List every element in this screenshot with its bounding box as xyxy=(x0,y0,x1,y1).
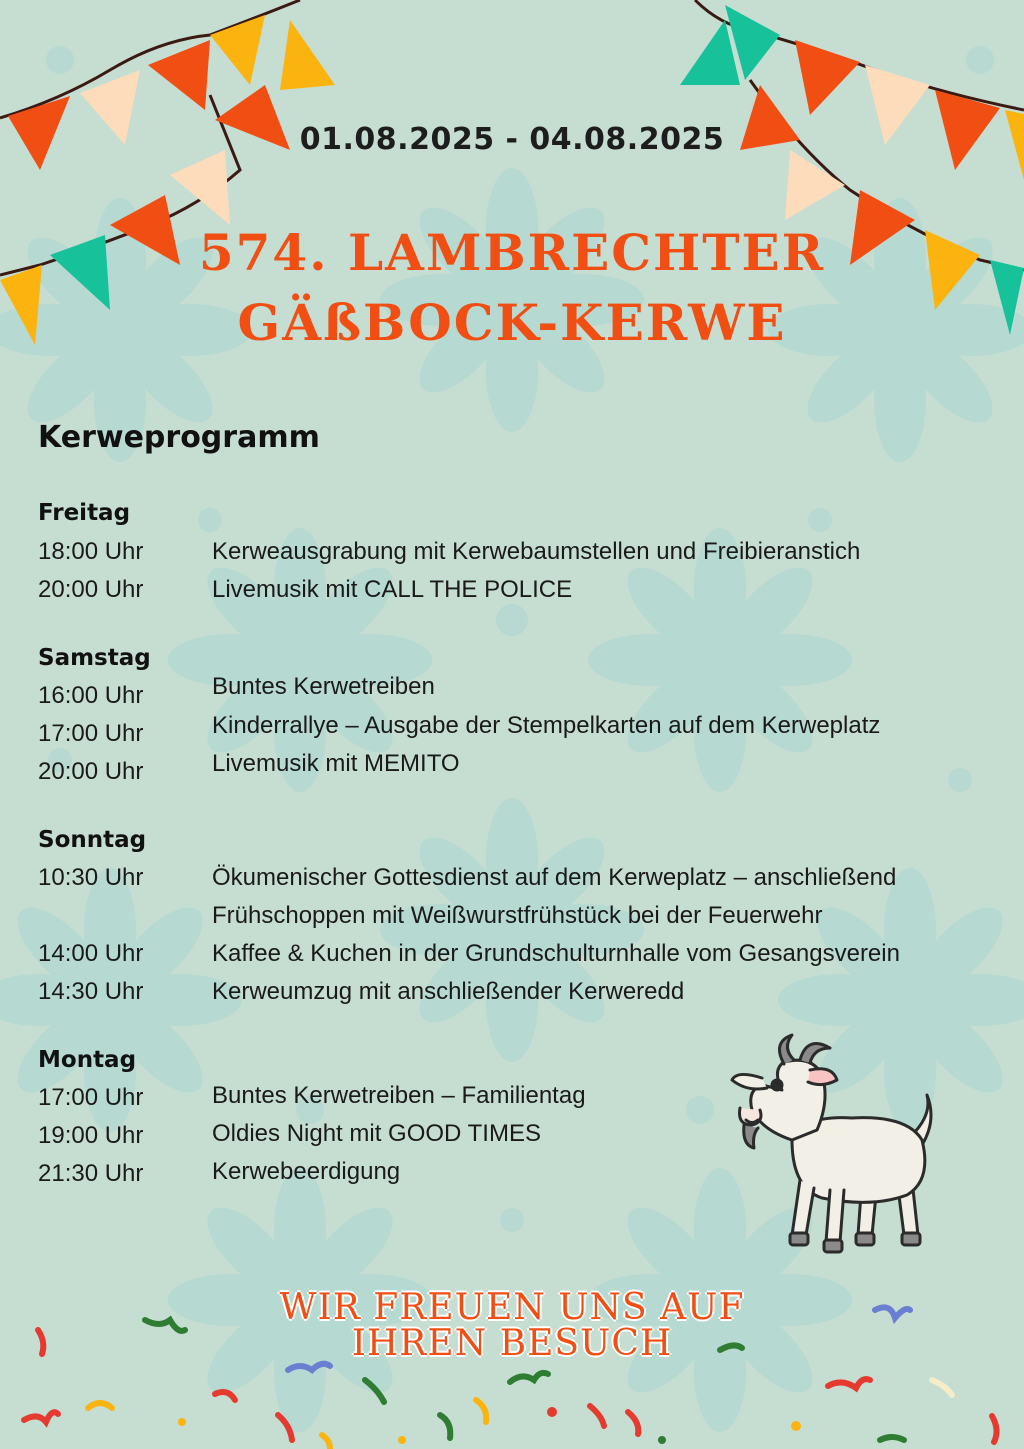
program-heading: Kerweprogramm xyxy=(38,420,320,455)
page-title xyxy=(0,218,1024,358)
event-time: 14:30 Uhr xyxy=(38,978,144,1005)
event-description: Buntes Kerwetreiben xyxy=(212,673,435,700)
event-time: 21:30 Uhr xyxy=(38,1160,144,1187)
day-monday: Montag xyxy=(38,1047,137,1073)
event-time: 16:00 Uhr xyxy=(38,682,144,709)
event-time: 14:00 Uhr xyxy=(38,940,144,967)
event-description: Buntes Kerwetreiben – Familientag xyxy=(212,1082,586,1109)
event-time: 10:30 Uhr xyxy=(38,864,144,891)
title-line-1: 574. LAMBRECHTER xyxy=(198,223,826,282)
event-time: 20:00 Uhr xyxy=(38,758,144,785)
event-description: Livemusik mit CALL THE POLICE xyxy=(212,576,573,603)
confetti xyxy=(0,1287,1024,1449)
event-description: Oldies Night mit GOOD TIMES xyxy=(212,1120,541,1147)
day-saturday: Samstag xyxy=(38,645,151,671)
event-description: Kerweausgrabung mit Kerwebaumstellen und Freibieranstich xyxy=(212,538,861,565)
event-time: 17:00 Uhr xyxy=(38,1084,144,1111)
event-description: Kerweumzug mit anschließender Kerweredd xyxy=(212,978,685,1005)
day-sunday: Sonntag xyxy=(38,827,147,853)
event-description: Livemusik mit MEMITO xyxy=(212,750,460,777)
event-time: 18:00 Uhr xyxy=(38,538,144,565)
event-time: 19:00 Uhr xyxy=(38,1122,144,1149)
event-time: 20:00 Uhr xyxy=(38,576,144,603)
event-description: Kaffee & Kuchen in der Grundschulturnhalle vom Gesangsverein xyxy=(212,940,900,967)
event-description: Kerwebeerdigung xyxy=(212,1158,401,1185)
event-description-continued: Frühschoppen mit Weißwurstfrühstück bei der Feuerwehr xyxy=(212,902,823,929)
date-range: 01.08.2025 - 04.08.2025 xyxy=(299,122,725,157)
slogan-line-1: WIR FREUEN UNS AUF xyxy=(279,1287,745,1328)
goat-illustration xyxy=(722,1030,942,1262)
day-friday: Freitag xyxy=(38,500,131,526)
event-description: Ökumenischer Gottesdienst auf dem Kerweplatz – anschließend xyxy=(212,864,897,891)
slogan-line-2: IHREN BESUCH xyxy=(351,1323,673,1364)
title-line-2: GÄßBOCK-KERWE xyxy=(237,293,787,352)
event-description: Kinderrallye – Ausgabe der Stempelkarten auf dem Kerweplatz xyxy=(212,712,881,739)
event-time: 17:00 Uhr xyxy=(38,720,144,747)
